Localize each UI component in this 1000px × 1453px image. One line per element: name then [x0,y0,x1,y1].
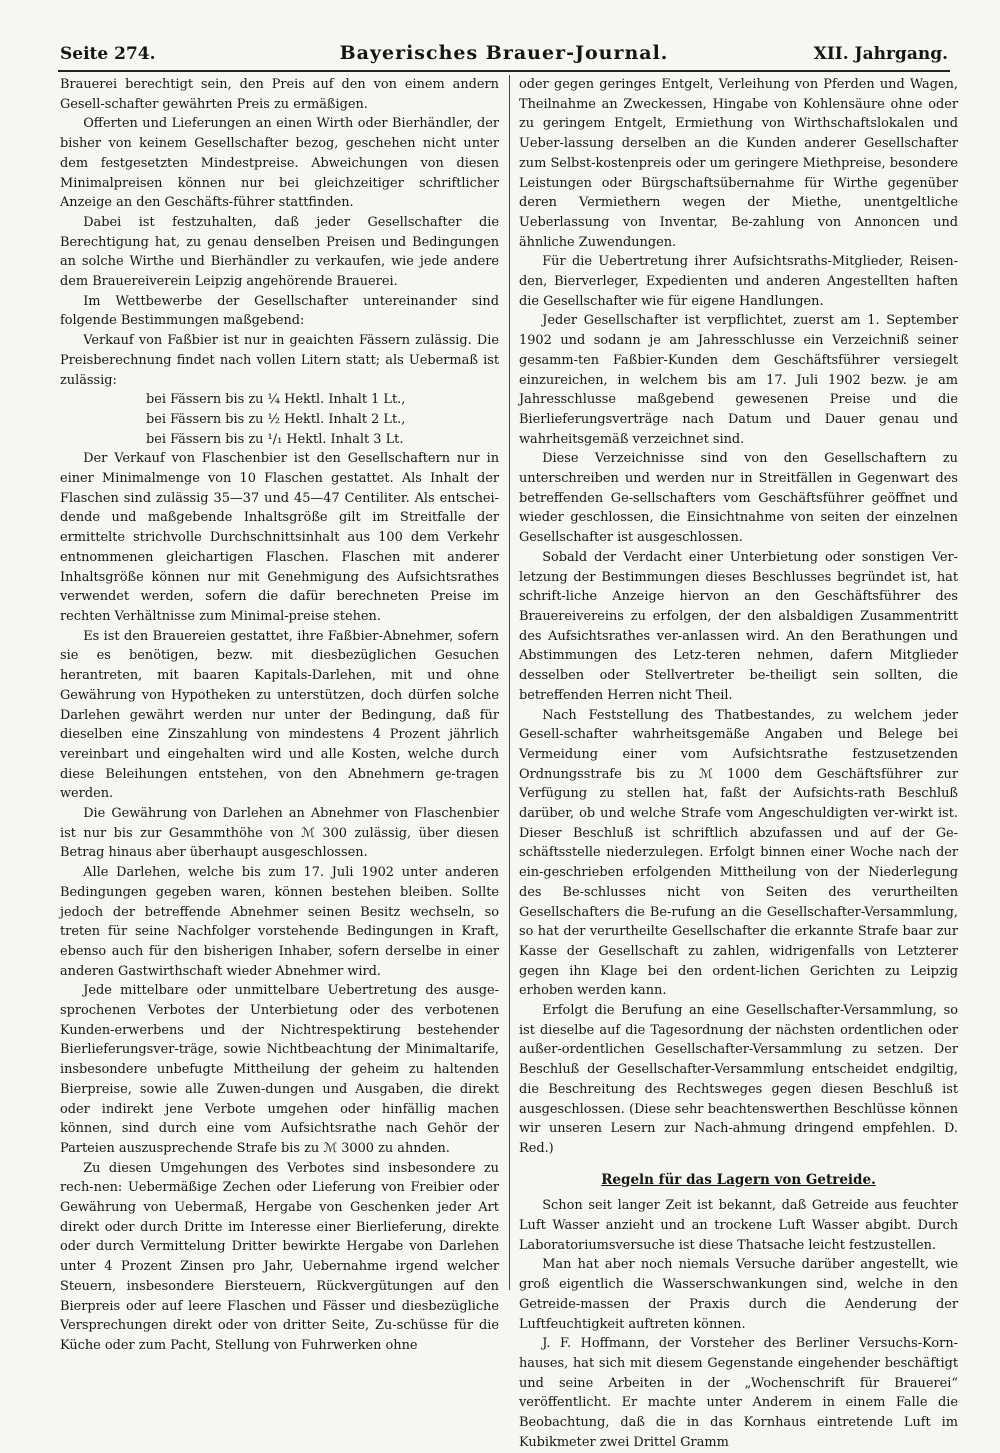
paragraph: Nach Feststellung des Thatbestandes, zu welchem jeder Gesell-schafter wahrheitsgemäße Angaben und Belege bei Vermeidung einer vom Aufsichtsrathe festzusetzenden Ordnungsstrafe bis zu ℳ 1000 dem Geschäftsführer zur Verfügung zu stellen hat, faßt der Aufsichts-rath Beschluß darüber, ob und welche Strafe vom Angeschuldigten ver-wirkt ist. Dieser Beschluß ist schriftlich abzufassen und auf der Ge-schäftsstelle niederzulegen. Erfolgt binnen einer Woche nach der ein-geschrieben erfolgenden Mittheilung von der Niederlegung des Be-schlusses nicht von Seiten des verurtheilten Gesellschafters die Be-rufung an die Gesellschafter-Versammlung, so hat der verurtheilte Gesellschafter die erkannte Strafe baar zur Kasse der Gesellschaft zu zahlen, widrigenfalls von Letzterer gegen ihn Klage bei den ordent-lichen Gerichten zu Leipzig erhoben werden kann. [519,707,958,999]
paragraph: Offerten und Lieferungen an einen Wirth oder Bierhändler, der bisher von keinem Gesellschafter bezog, geschehen nicht unter dem festgesetzten Mindestpreise. Abweichungen von diesen Minimalpreisen können nur bei gleichzeitiger schriftlicher Anzeige an den Geschäfts-führer stattfinden. [60,116,499,211]
left-column [60,75,499,1353]
list-item: bei Fässern bis zu ¹/₁ Hektl. Inhalt 3 Lt. [146,431,404,447]
list-item: bei Fässern bis zu ½ Hektl. Inhalt 2 Lt., [146,411,406,427]
paragraph: Schon seit langer Zeit ist bekannt, daß Getreide aus feuchter Luft Wasser anzieht und an trockene Luft Wasser abgibt. Durch Laboratoriumsversuche ist diese Thatsache leicht festzustellen. [519,1198,958,1253]
column-divider [509,75,510,1290]
paragraph: Die Gewährung von Darlehen an Abnehmer von Flaschenbier ist nur bis zur Gesammthöhe von ℳ 300 zulässig, über diesen Betrag hinaus aber überhaupt ausgeschlossen. [60,806,499,861]
paragraph: Verkauf von Faßbier ist nur in geaichten Fässern zulässig. Die Preisberechnung findet nach vollen Litern statt; als Uebermaß ist zulässig: [60,333,499,388]
paragraph: oder gegen geringes Entgelt, Verleihung von Pferden und Wagen, Theilnahme an Zweckessen, Hingabe von Kohlensäure ohne oder zu geringem Entgelt, Ermiethung von Wirthschaftslokalen und Ueber-lassung derselben an die Kunden anderer Gesellschafter zum Selbst-kostenpreis oder um geringere Miethpreise, besondere Leistungen oder Bürgschaftsübernahme für Wirthe gegenüber deren Vermiethern wegen der Miethe, unentgeltliche Ueberlassung von Inventar, Be-zahlung von Annoncen und ähnliche Zuwendungen. [519,77,958,250]
page-header [60,40,948,70]
paragraph: Zu diesen Umgehungen des Verbotes sind insbesondere zu rech-nen: Uebermäßige Zechen oder Lieferung von Freibier oder Gewährung von Uebermaß, Hergabe von Geschenken jeder Art direkt oder durch Dritte im Interesse einer Bierlieferung, direkte oder durch Vermittelung Dritter bewirkte Hergabe von Darlehen unter 4 Prozent Zinsen pro Jahr, Uebernahme irgend welcher Steuern, insbesondere Biersteuern, Rückvergütungen auf den Bierpreis oder auf leere Flaschen und Fässer und diesbezügliche Versprechungen direkt oder von dritter Seite, Zu-schüsse für die Küche oder zum Pacht, Stellung von Fuhrwerken ohne [60,1160,499,1353]
paragraph: Brauerei berechtigt sein, den Preis auf den von einem andern Gesell-schafter gewährten Preis zu ermäßigen. [60,77,499,112]
paragraph: J. F. Hoffmann, der Vorsteher des Berliner Versuchs-Korn-hauses, hat sich mit diesem Gegenstande eingehender beschäftigt und seine Arbeiten in der „Wochenschrift für Brauerei“ veröffentlicht. Er machte unter Anderem in einem Falle die Beobachtung, daß die in das Kornhaus eintretende Luft im Kubikmeter zwei Drittel Gramm [519,1336,958,1450]
paragraph: Alle Darlehen, welche bis zum 17. Juli 1902 unter anderen Bedingungen gegeben waren, können bestehen bleiben. Sollte jedoch der betreffende Abnehmer seinen Besitz wechseln, so treten für seine Nachfolger vorstehende Bedingungen in Kraft, ebenso auch für den bisherigen Inhaber, sofern derselbe in einer anderen Gastwirthschaft wieder Abnehmer wird. [60,865,499,979]
paragraph: Für die Uebertretung ihrer Aufsichtsraths-Mitglieder, Reisen-den, Bierverleger, Expedienten und anderen Angestellten haften die Gesellschafter wie für eigene Handlungen. [519,254,958,309]
right-column [519,75,958,1450]
paragraph: Sobald der Verdacht einer Unterbietung oder sonstigen Ver-letzung der Bestimmungen dieses Beschlusses begründet ist, hat schrift-liche Anzeige hiervon an den Geschäftsführer des Brauereivereins zu erfolgen, der den alsbaldigen Zusammentritt des Aufsichtsrathes ver-anlassen wird. An den Berathungen und Abstimmungen des Letz-teren nehmen, dafern Mitglieder desselben oder Stellvertreter be-theiligt sein sollten, die betreffenden Herren nicht Theil. [519,549,958,703]
volume-label: XII. Jahrgang. [813,44,948,64]
page-number: Seite 274. [60,44,156,64]
paragraph: Jede mittelbare oder unmittelbare Uebertretung des ausge-sprochenen Verbotes der Unterbietung oder des verbotenen Kunden-erwerbens und der Nichtrespektirung bestehender Bierlieferungsver-träge, sowie Nichtbeachtung der Minimaltarife, insbesondere unbefugte Mittheilung der geheim zu haltenden Bierpreise, sowie alle Zuwen-dungen und Ausgaben, die direkt oder indirekt jene Verbote umgehen oder hinfällig machen können, sind durch eine vom Aufsichtsrathe nach Gehör der Parteien auszusprechende Strafe bis zu ℳ 3000 zu ahnden. [60,983,499,1156]
section-heading: Regeln für das Lagern von Getreide. [601,1171,876,1188]
journal-title: Bayerisches Brauer-Journal. [339,42,669,64]
paragraph: Erfolgt die Berufung an eine Gesellschafter-Versammlung, so ist dieselbe auf die Tagesordnung der nächsten ordentlichen oder außer-ordentlichen Gesellschafter-Versammlung zu setzen. Der Beschluß der Gesellschafter-Versammlung entscheidet endgiltig, die Beschreitung des Rechtsweges gegen diesen Beschluß ist ausgeschlossen. (Diese sehr beachtenswerthen Beschlüsse können wir unseren Lesern zur Nach-ahmung dringend empfehlen. D. Red.) [519,1003,958,1156]
paragraph: Jeder Gesellschafter ist verpflichtet, zuerst am 1. September 1902 und sodann je am Jahresschlusse ein Verzeichniß seiner gesamm-ten Faßbier-Kunden dem Geschäftsführer versiegelt einzureichen, in welchem bis am 17. Juli 1902 bezw. je am Jahresschlusse maßgebend gewesenen Preise und die Bierlieferungsverträge nach Datum und Dauer genau und wahrheitsgemäß verzeichnet sind. [519,313,958,447]
paragraph: Dabei ist festzuhalten, daß jeder Gesellschafter die Berechtigung hat, zu genau denselben Preisen und Bedingungen an solche Wirthe und Bierhändler zu verkaufen, wie jede andere dem Brauereiverein Leipzig angehörende Brauerei. [60,214,499,290]
paragraph: Man hat aber noch niemals Versuche darüber angestellt, wie groß eigentlich die Wasserschwankungen sind, welche in den Getreide-massen der Praxis durch die Aenderung der Luftfeuchtigkeit auftreten können. [519,1257,958,1332]
paragraph: Im Wettbewerbe der Gesellschafter untereinander sind folgende Bestimmungen maßgebend: [60,293,499,329]
list-item: bei Fässern bis zu ¼ Hektl. Inhalt 1 Lt., [146,392,406,408]
paragraph: Es ist den Brauereien gestattet, ihre Faßbier-Abnehmer, sofern sie es benötigen, bezw. mit diesbezüglichen Gesuchen herantreten, mit baaren Kapitals-Darlehen, mit und ohne Gewährung von Hypotheken zu unterstützen, doch dürfen solche Darlehen gewährt werden nur unter der Bedingung, daß für dieselben eine Zinszahlung von mindestens 4 Prozent jährlich vereinbart und eingehalten wird und alle Kosten, welche durch diese Beleihungen entstehen, von den Abnehmern ge-tragen werden. [60,628,499,802]
paragraph: Diese Verzeichnisse sind von den Gesellschaftern zu unterschreiben und werden nur in Streitfällen in Gegenwart des betreffenden Ge-sellschafters vom Geschäftsführer geöffnet und wieder geschlossen, die Einsichtnahme von seiten der einzelnen Gesellschafter ist ausgeschlossen. [519,451,958,546]
paragraph: Der Verkauf von Flaschenbier ist den Gesellschaftern nur in einer Minimalmenge von 10 Flaschen gestattet. Als Inhalt der Flaschen sind zulässig 35—37 und 45—47 Centiliter. Als entschei-dende und maßgebende Inhaltsgröße gilt im Streitfalle der ermittelte strichvolle Durchschnittsinhalt aus 100 dem Verkehr entnommenen gleichartigen Flaschen. Flaschen mit anderer Inhaltsgröße können nur mit Genehmigung des Aufsichtsrathes verwendet werden, sofern die dafür berechneten Preise im rechten Verhältnisse zum Minimal-preise stehen. [60,451,499,624]
header-rule [58,70,950,72]
